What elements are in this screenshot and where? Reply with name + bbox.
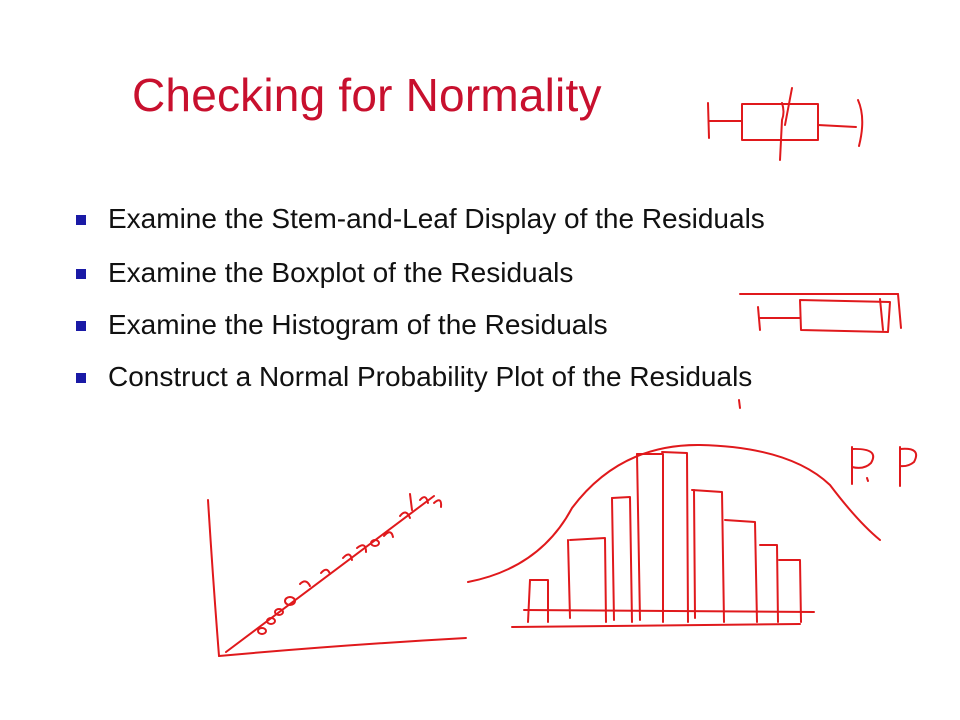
bullet-normal-probability-plot [72, 358, 832, 396]
bullet-histogram [72, 306, 832, 344]
histogram-sketch [468, 445, 880, 627]
square-bullet-icon [76, 215, 86, 225]
square-bullet-icon [76, 373, 86, 383]
bullet-text: Construct a Normal Probability Plot of the Residuals [108, 361, 753, 392]
bullet-text: Examine the Histogram of the Residuals [108, 309, 608, 340]
slide-title: Checking for Normality [132, 69, 602, 121]
normal-probability-plot-sketch [208, 494, 466, 656]
bullet-text: Examine the Boxplot of the Residuals [108, 257, 574, 288]
square-bullet-icon [76, 321, 86, 331]
pp-handwriting [852, 447, 916, 486]
bullet-list [72, 200, 832, 412]
bullet-text: Examine the Stem-and-Leaf Display of the Residuals [108, 203, 765, 234]
boxplot-sketch-1 [708, 88, 862, 160]
bullet-stem-and-leaf [72, 200, 832, 238]
square-bullet-icon [76, 269, 86, 279]
bullet-boxplot [72, 254, 832, 292]
